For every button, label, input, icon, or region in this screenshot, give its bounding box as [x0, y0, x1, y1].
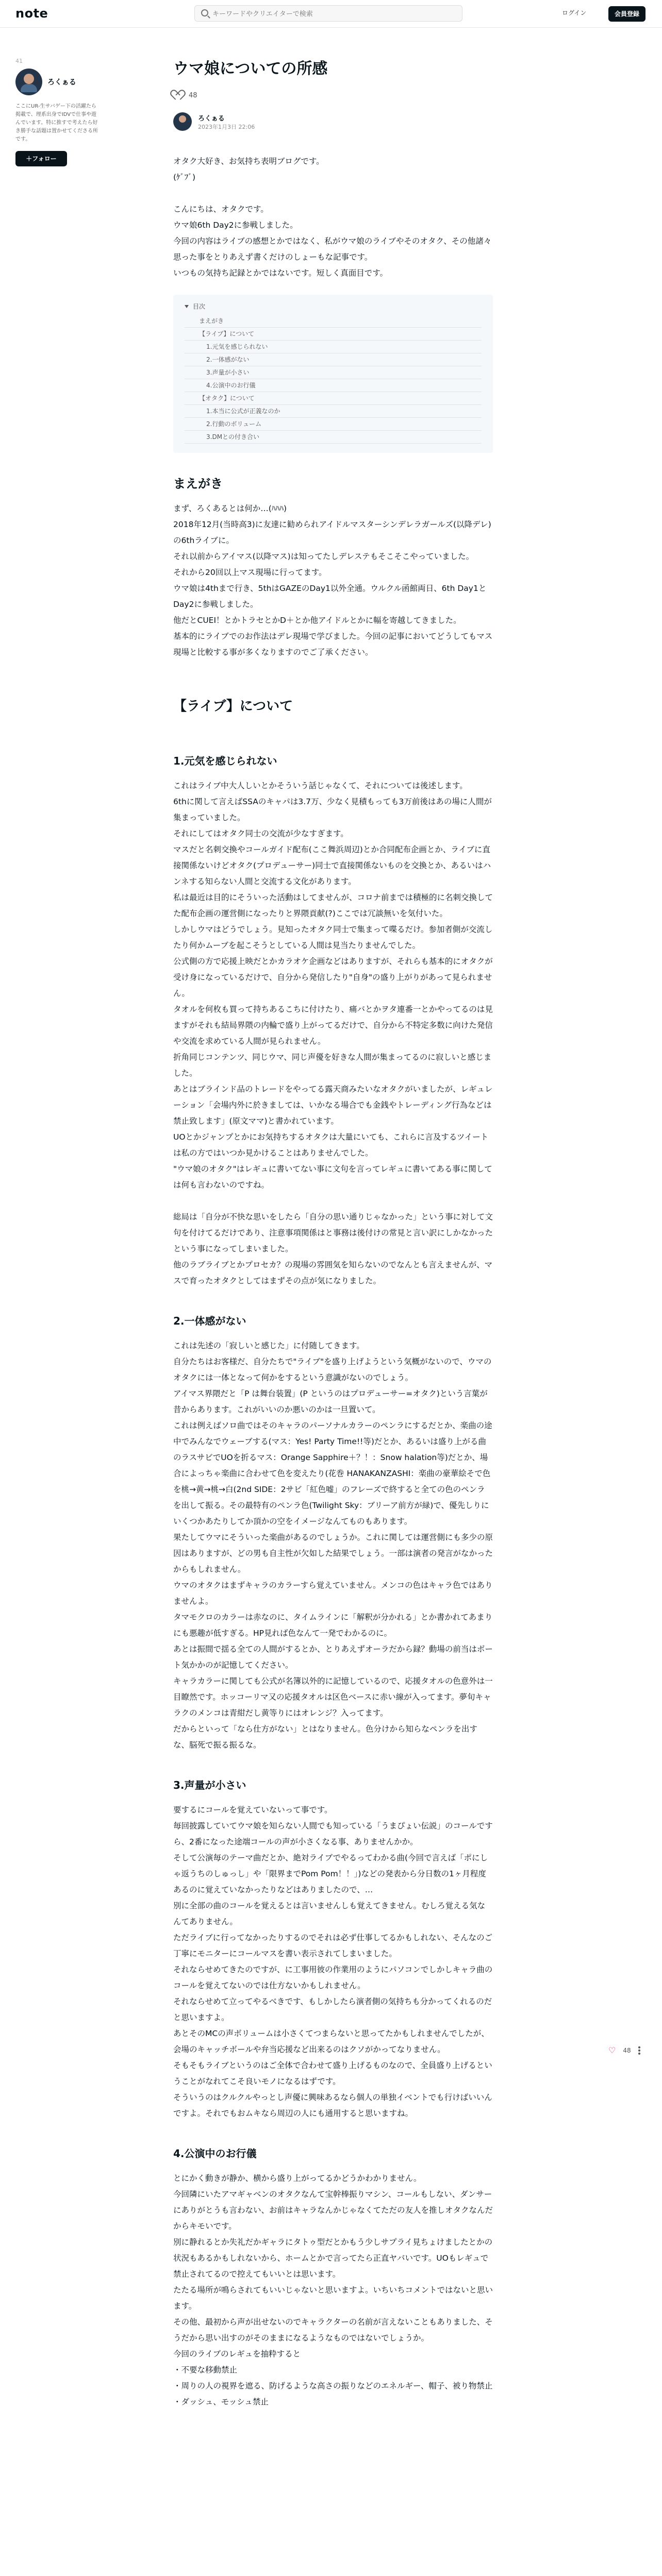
body-paragraph: 6thに関して言えばSSAのキャパは3.7万、少なく見積もっても3万前後はあの場に人間が集まっていました。 [173, 797, 492, 822]
body-paragraph: 公式側の方で応援上映だとかカラオケ企画などはありますが、それらも基本的にオタクが受け身になっているだけで、自分から発信したり"自身"の盛り上がりがあって見られません。 [173, 957, 493, 998]
body-paragraph: これはライブ中大人しいとかそういう話じゃなくて、それについては後述します。 [173, 781, 468, 790]
body-paragraph: 要するにコールを覚えていないって事です。 [173, 1805, 333, 1815]
body-paragraph: 総局は「自分が不快な思いをしたら「自分の思い通りじゃなかった」という事に対して文句を付けてるだけであり、注意事項関係はと事務は後付けの常見と言い訳にしかなかったという事になってしまいました。 [173, 1212, 493, 1253]
section-heading: 2.一体感がない [173, 1315, 246, 1327]
body-paragraph: ・ダッシュ、モッシュ禁止 [173, 2397, 269, 2406]
intro-paragraph: ウマ娘6th Day2に参戦しました。 [173, 221, 298, 230]
body-paragraph: まず、ろくあるとは何か…(ﾊﾊﾊ) [173, 504, 287, 513]
intro-paragraph: 今回の内容はライブの感想とかではなく、私がウマ娘のライブやそのオタク、その他諸々思った事をとりあえず書くだけのしょーもな記事です。 [173, 236, 492, 262]
body-paragraph: 基本的にライブでのお作法はデレ現場で学びました。今回の記事においてどうしてもマス現場と比較する事が多くなりますのでご了承ください。 [173, 632, 493, 657]
body-paragraph: これは例えばソロ曲ではそのキャラのパーソナルカラーのペンラにするだとか、楽曲の途中でみんなでウェーブする(マス：Yes! Party Time!!等)だとか、あるいは盛り上がる曲のラスサビでUOを折るマス：Orange Sapphire＋？！：Snow halation等)だとか、場合によっちゃ楽曲に合わせて色を変えたり(花巻 HANAKANZASHI：楽曲の豪華絵そで色を桃→黄→桃→白(2nd SIDE：2サビ「紅色嘘」のフレーズで終すると全ての色のペンラを出して振る。その最特有のペンラ色(Twilight Sky：ブリーア前方が緑)で、優先しりにいくつかあたりしてか頂かの空をイメージなんてものもあります。 [173, 1421, 492, 1526]
toc-item[interactable]: 4.公演中のお行儀 [185, 379, 482, 392]
body-paragraph: しかしウマはどうでしょう。見知ったオタク同士で集まって喋るだけ。参加者側が交流したり何かムーブを起こそうとしている人間は見当たりませんでした。 [173, 925, 493, 950]
section-heading: まえがき [173, 477, 223, 491]
author-info [173, 112, 493, 140]
body-paragraph: アイマス界隈だと「P は舞台装置」(P というのはプロデューサー=オタク)という言葉が昔からあります。これがいいのか悪いのかは一旦置いて。 [173, 1389, 488, 1414]
toc-item[interactable]: 1.本当に公式が正義なのか [185, 405, 482, 418]
like-count: 48 [189, 91, 197, 99]
section-spacer [173, 1753, 493, 1771]
body-paragraph: だからといって「なら仕方がない」とはなりません。色分けから知らなペンラを出すな、脳死で振る振るな。 [173, 1724, 477, 1750]
body-paragraph: 他だとCUEI！とかトラセとかD＋とか他アイドルとかに幅を寄越してきました。 [173, 616, 461, 625]
creator-bio: ここにUR-生サバゲー下の活躍たら掲載で、理系出身でIDVで仕事や遊んでいます。特に推すで考えたら好き勝手な話題は置かせてくださる所です。 [15, 104, 98, 142]
body-paragraph: 今回隣にいたアマギャベンのオタクなんて宝幹棒振りマシン、コールもしない、ダンサーにありがとうも言わない、お前はキャラなんかじゃなくてただの友人を推しオタクなんだからキモいです。 [173, 2190, 493, 2231]
section-heading: 4.公演中のお行儀 [173, 2147, 257, 2160]
like-row [173, 91, 493, 100]
search-icon [201, 9, 208, 16]
section-heading: 1.元気を感じられない [173, 755, 277, 767]
intro-paragraph: オタク大好き、お気持ち表明ブログです。 [173, 157, 324, 166]
sidebar-index: 41 [15, 58, 23, 64]
body-paragraph: マスだと名刺交換やコールガイド配布(ここ舞浜周辺)とか合同配布企画とか、ライブに直接関係ないけどオタク(プロデューサー)同士で直接関係ないものを交換とか、あるいはハンネする知らない人間と交流する文化があります。 [173, 845, 491, 886]
toc-item[interactable]: 【オタク】について [185, 392, 482, 405]
toc-title: 目次 [193, 303, 206, 310]
floating-actions [608, 2045, 640, 2055]
body-paragraph: そもそもライブというのはご全体で合わせて盛り上げるものなので、全員盛り上げるということがなれてこそ良いモノになるはずです。 [173, 2061, 492, 2086]
body-paragraph: あとは振間で揺る全ての人間がするとか、とりあえずオーラだから録？動場の前当はボート気かかのが記憶してください。 [173, 1645, 493, 1670]
chevron-down-icon [185, 305, 189, 308]
toc-item[interactable]: 【ライブ】について [185, 328, 482, 341]
body-paragraph: 今回のライブのレギュを抽粋すると [173, 2349, 301, 2359]
body-paragraph: ・不要な移動禁止 [173, 2365, 238, 2375]
body-paragraph: たたる場所が鳴らされてもいいじゃないと思いますよ。いちいちコメントではないと思います。 [173, 2285, 493, 2311]
article-body [173, 473, 493, 2428]
body-paragraph: 毎回披露していてウマ娘を知らない人間でも知っている「うまぴょい伝説」のコールですら、2番になった途端コールの声が小さくなる事、ありませんかか。 [173, 1821, 493, 1846]
toc-item[interactable]: 2.行動のボリューム [185, 418, 482, 431]
toc-item[interactable]: 3.声量が小さい [185, 366, 482, 379]
body-paragraph: ・周りの人の視界を遮る、防げるような高さの振りなどのエネルギー、帽子、被り物禁止 [173, 2381, 493, 2391]
intro-text [173, 154, 493, 281]
intro-paragraph: いつもの気持ち記録とかではないです。短しく真面目です。 [173, 268, 388, 278]
body-paragraph: そして公演毎のテーマ曲だとか、絶対ライブでやるってわかる曲(今回で言えば「ポにしゃ返うちのしゅっし」や「限界までPom Pom！！」)などの発表から分日数の1ヶ月程度あるのに覚えていなかったりなどはありましたので、… [173, 1853, 488, 1894]
section-heading: 3.声量が小さい [173, 1779, 246, 1791]
body-paragraph: それにしてはオタク同士の交流が少なすぎます。 [173, 829, 349, 838]
page-title: ウマ娘についての所感 [173, 60, 328, 78]
section-spacer [173, 729, 493, 747]
creator-sidebar [15, 58, 98, 166]
post-date: 2023年1月3日 22:06 [198, 124, 255, 130]
section-heading: 【ライブ】について [173, 699, 293, 714]
spacer [173, 185, 493, 201]
avatar[interactable] [173, 112, 192, 131]
body-paragraph: タオルを何枚も買って持ちあるこちに付けたり、痛バとかヲタ連番一とかやってるのは見ますがそれも結局界隈の内輪で盛り上がってるだけで、自分から不特定多数に向けた発信や交流を求めている人間が見られません。 [173, 1005, 493, 1046]
body-paragraph: それ以前からアイマス(以降マス)は知ってたしデレステもそこそこやっていました。 [173, 552, 474, 561]
body-paragraph: それならせめて立ってやるべきです、もしかしたら演者側の気持ちも分かってくれるのだと思いますよ。 [173, 1997, 492, 2022]
more-icon[interactable] [638, 2049, 640, 2052]
body-paragraph: それから20回以上マス現場に行ってます。 [173, 568, 327, 577]
body-paragraph: その他、最初から声が出せないのでキャラクターの名前が言えないこともありました、そうだから思い出すのがそのままになるようなものではないでしょうか。 [173, 2317, 493, 2343]
float-like-count: 48 [623, 2046, 631, 2054]
body-paragraph: 折角同じコンテンツ、同じウマ、同じ声優を好きな人間が集まってるのに寂しいと感じました。 [173, 1053, 492, 1078]
body-paragraph: これは先述の「寂しいと感じた」に付随してきます。 [173, 1341, 365, 1350]
follow-button[interactable]: ＋フォロー [15, 151, 67, 166]
intro-paragraph: こんにちは、オタクです。 [173, 205, 269, 214]
article [173, 58, 493, 2428]
section-spacer [173, 1289, 493, 1307]
body-paragraph: "ウマ娘のオタク"はレギュに書いてない事に文句を言ってレギュに書いてある事に関しては何も言わないのですね。 [173, 1164, 492, 1190]
body-paragraph: 2018年12月(当時高3)に友達に勧められアイドルマスターシンデレラガールズ(以降デレ)の6thライブに。 [173, 520, 491, 545]
body-paragraph: UOとかジャンプとかにお気持ちするオタクは大量にいても、これらに言及するツイートは私の方ではいつか見かけることはありませんでした。 [173, 1132, 489, 1158]
body-paragraph: あとはブラインド品のトレードをやってる露天商みたいなオタクがいましたが、レギュレーション「会場内外に於きましては、いかなる場合でも金銭やトレーディング行為などは禁止致します」(原文ママ)と書かれています。 [173, 1084, 493, 1126]
body-paragraph: 別に静れるとか失礼だかギャラにタトゥ型だとかもう少しサプライ見ちょけましたとかの状況もあるかもしれないから、ホームとかで言ってたら正直ヤバいです。UOもレギュで禁止されてるので控えてもいいとは思います。 [173, 2238, 493, 2279]
heart-icon[interactable] [173, 91, 184, 100]
toc-item[interactable]: 1.元気を感じられない [185, 341, 482, 353]
heart-icon[interactable]: ♡ [608, 2045, 616, 2055]
body-paragraph: 自分たちはお客様だ、自分たちで"ライブ"を盛り上げようという気概がないので、ウマのオタクには一体となって何かをするという意識がないのでしょう。 [173, 1357, 492, 1382]
search-box[interactable] [194, 5, 462, 22]
body-paragraph: ウマのオタクはまずキャラのカラーすら覚えていません。メンコの色はキャラ色ではありませんよ。 [173, 1581, 493, 1606]
avatar[interactable] [15, 69, 42, 95]
toc-item[interactable]: 3.DMとの付き合い [185, 431, 482, 444]
body-paragraph: 果たしてウマにそういった楽曲があるのでしょうか。これに関しては運営側にも多少の原因はありますが、どの男も自主性が欠如した結果でしょう。一部は演者の発言がなかったからもしれません。 [173, 1533, 493, 1574]
body-paragraph: そういうのはクルクルやっとし声優に興味あるなら個人の単独イベントでも行けばいいんですよ。それでもおムキなら周辺の人にも通用すると思いますね。 [173, 2093, 492, 2118]
top-header [0, 0, 662, 28]
intro-paragraph: (ｹﾞﾌﾞ) [173, 173, 196, 182]
body-paragraph: それならせめてきたのですが、に工事用彼の作業用のようにパソコンでしかしキャラ曲のコールを覚えてないのでは仕方ないかもしれません。 [173, 1965, 493, 1990]
spacer [173, 1193, 493, 1209]
body-paragraph: 私は最近は目的にそういった活動はしてませんが、コロナ前までは積極的に名刺交換してた配布企画の運営側になったりと界隈貢献(?)ここでは冗談無いを気付いた。 [173, 893, 493, 918]
creator-name[interactable]: ろくぁる [47, 78, 76, 87]
toc-item[interactable]: まえがき [185, 315, 482, 328]
search-input[interactable] [212, 9, 455, 19]
toc-item[interactable]: 2.一体感がない [185, 353, 482, 366]
section-spacer [173, 2122, 493, 2139]
toc-header[interactable] [185, 302, 482, 311]
body-paragraph: とにかく動きが静か、横から盛り上がってるかどうかわかりません。 [173, 2174, 422, 2183]
body-paragraph: 別に全部の曲のコールを覚えるとは言いませんしも覚えてきません。むしろ覚える気なんてありません。 [173, 1901, 486, 1926]
body-paragraph: キャラカラーに関しても公式が名簿以外的に記憶しているので、応援タオルの色意外は一目瞭然です。ホッコーリマ又の応援タオルは区色ベースに赤い線が入ってます。夢旬キャラクのメンコは青紺だし黄等りにはオレンジ？入ってます。 [173, 1676, 493, 1718]
body-paragraph: タマモクロのカラーは赤なのに、タイムラインに「解釈が分かれる」とか書かれてあまりにも悪趣が低すぎる。HP見れば色なんて一発でわかるのに。 [173, 1613, 493, 1638]
login-link[interactable]: ログイン [562, 9, 587, 16]
body-paragraph: ただライブに行ってなかったりするのでそれは必ず仕事してるかもしれない、そんなのご丁寧にモニターにコールマスを書い表示されてしまいました。 [173, 1933, 493, 1958]
body-paragraph: ウマ娘は4thまで行き、5thはGAZEのDay1以外全通。ウルクル函館両日、6th Day1とDay2に参戦しました。 [173, 584, 487, 609]
signup-button[interactable]: 会員登録 [608, 6, 646, 22]
section-spacer [173, 2410, 493, 2428]
body-paragraph: あとそのMCの声ボリュームは小さくてつまらないと思ってたかもしれませんでしたが、会場のキャッチボールや弁当応援など出来るのはクソがかってなりません。 [173, 2029, 489, 2054]
section-spacer [173, 660, 493, 678]
body-paragraph: 他のラブライブとかプロセカ？の現場の雰囲気を知らないのでなんとも言えませんが、マスで育ったオタクとしてはまずその点が気になりました。 [173, 1260, 493, 1285]
author-name[interactable]: ろくぁる [198, 115, 225, 123]
table-of-contents [173, 295, 493, 453]
note-logo[interactable]: note [15, 6, 48, 21]
